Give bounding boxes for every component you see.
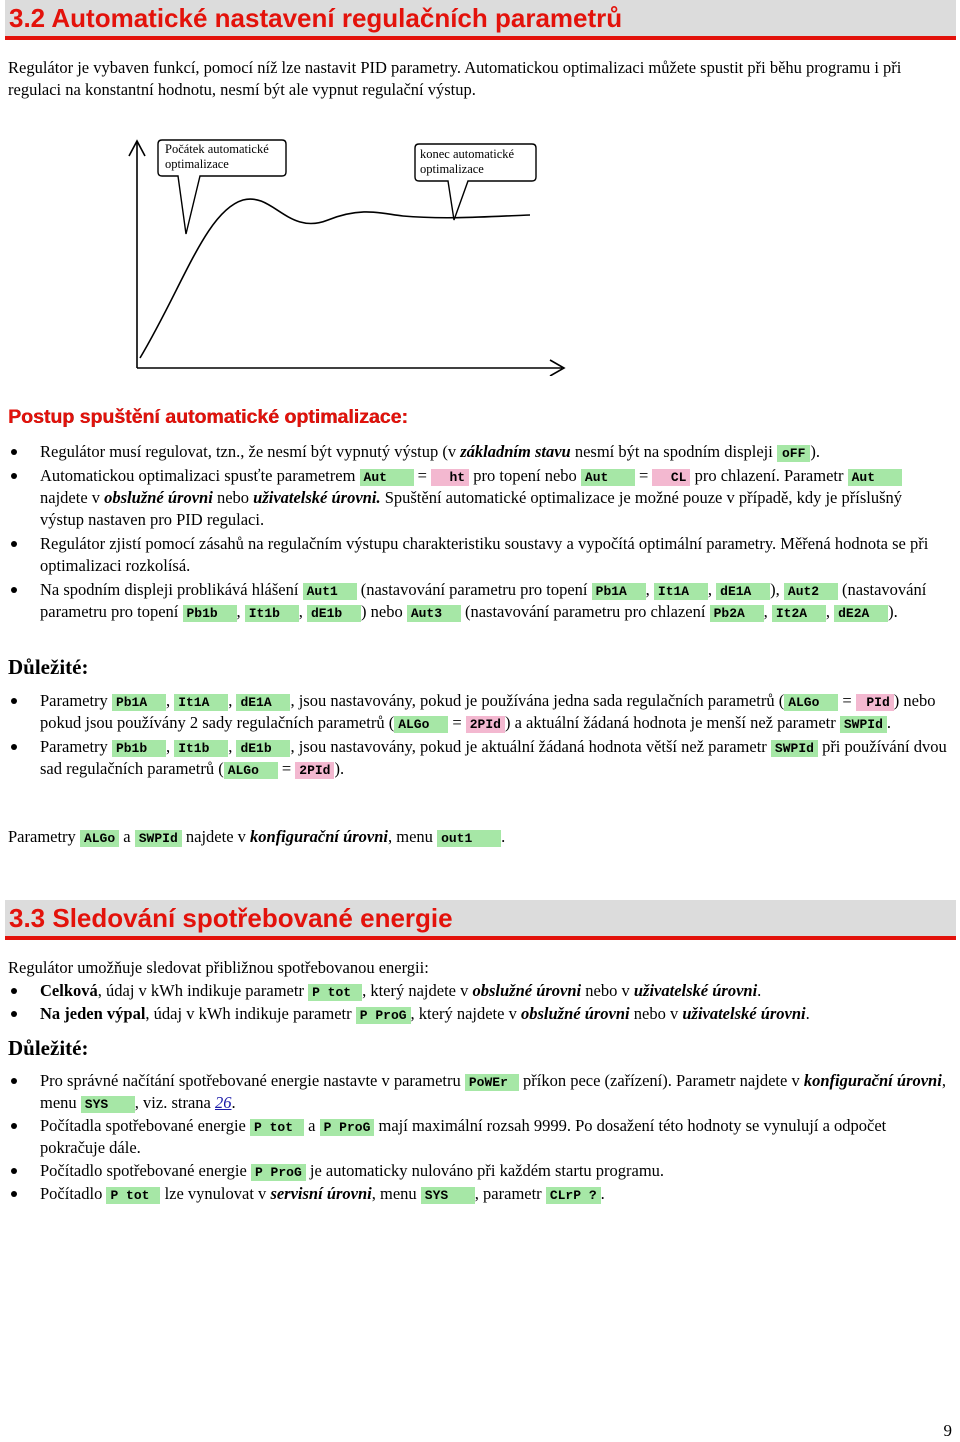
param-code: Aut3: [407, 605, 461, 622]
intro-paragraph: Regulátor je vybaven funkcí, pomocí níž lze nastavit PID parametry. Automatickou optimalizaci můžete spustit při běhu programu i při regulaci na konstantní hodnotu, nesmí být ale vypnut regulační výstup.: [8, 58, 902, 99]
param-value: ht: [431, 469, 469, 486]
param-code: dE1b: [307, 605, 361, 622]
param-code: SYS: [421, 1187, 475, 1204]
list-item: Počítadla spotřebované energie P tot a P ProG mají maximální rozsah 9999. Po dosažení této hodnoty se vynulují a odpočet pokračuje dále.: [0, 1115, 950, 1159]
optimization-diagram: [128, 136, 573, 376]
param-code: oFF: [777, 445, 810, 462]
param-code: It1A: [654, 583, 708, 600]
list-item: Pro správné načítání spotřebované energie nastavte v parametru PoWEr příkon pece (zařízení). Parametr najdete v konfigurační úrovni, menu SYS , viz. strana 26.: [0, 1070, 950, 1114]
param-code: It1b: [245, 605, 299, 622]
param-code: ALGo: [784, 694, 838, 711]
param-code: SWPId: [771, 740, 818, 757]
param-code: P tot: [106, 1187, 160, 1204]
callout-end-line1: konec automatické: [420, 147, 515, 161]
param-code: P ProG: [251, 1164, 306, 1181]
important-heading-2: Důležité:: [8, 1036, 89, 1060]
param-code: Pb1b: [183, 605, 237, 622]
param-code: It1A: [174, 694, 228, 711]
param-code: Aut: [360, 469, 414, 486]
list-item: Počítadlo P tot lze vynulovat v servisní úrovni, menu SYS , parametr CLrP ? .: [0, 1183, 950, 1205]
param-value: CL: [652, 469, 690, 486]
param-code: dE2A: [834, 605, 888, 622]
important-list-2: [0, 1070, 950, 1205]
callout-start-line2: optimalizace: [165, 157, 229, 171]
list-item: Na spodním displeji problikává hlášení Aut1 (nastavování parametru pro topení Pb1A , It1A , dE1A ), Aut2 (nastavování parametru pro topení Pb1b , It1b , dE1b ) nebo Aut3 (nastavování parametru pro chlazení Pb2A , It2A , dE2A ).: [0, 579, 950, 623]
param-code: dE1A: [236, 694, 290, 711]
list-item: Parametry Pb1A , It1A , dE1A , jsou nastavovány, pokud je používána jedna sada regulačních parametrů ( ALGo = PId ) nebo pokud jsou používány 2 sady regulačních parametrů ( ALGo = 2PId ) a aktuální žádaná hodnota je menší než parametr SWPId .: [0, 690, 950, 734]
param-code: out1: [437, 830, 501, 847]
callout-start: [158, 140, 286, 234]
param-code: Pb2A: [710, 605, 764, 622]
param-code: Aut: [581, 469, 635, 486]
param-code: dE1A: [716, 583, 770, 600]
page-link[interactable]: 26: [214, 1093, 232, 1112]
param-code: ALGo: [224, 762, 278, 779]
param-code: SWPId: [840, 716, 887, 733]
param-code: dE1b: [236, 740, 290, 757]
param-code: Pb1A: [592, 583, 646, 600]
list-item: Počítadlo spotřebované energie P ProG je automaticky nulováno při každém startu programu.: [0, 1160, 950, 1182]
param-value: 2PId: [466, 716, 505, 733]
param-code: Aut1: [303, 583, 357, 600]
response-curve: [140, 199, 530, 358]
param-value: 2PId: [295, 762, 334, 779]
section-heading-3-3: 3.3 Sledování spotřebované energie: [5, 900, 956, 940]
list-item: Na jeden výpal, údaj v kWh indikuje parametr P ProG , který najdete v obslužné úrovni nebo v uživatelské úrovni.: [0, 1003, 950, 1025]
param-code: PoWEr: [465, 1074, 519, 1091]
param-code: SWPId: [135, 830, 182, 847]
param-code: Pb1b: [112, 740, 166, 757]
param-code: Aut: [848, 469, 902, 486]
param-code: CLrP ?: [546, 1187, 601, 1204]
list-item: Parametry Pb1b , It1b , dE1b , jsou nastavovány, pokud je aktuální žádaná hodnota větší než parametr SWPId při používání dvou sad regulačních parametrů ( ALGo = 2PId ).: [0, 736, 950, 780]
list-item: Regulátor musí regulovat, tzn., že nesmí být vypnutý výstup (v základním stavu nesmí být na spodním displeji oFF ).: [0, 441, 950, 463]
important-heading-1: Důležité:: [8, 655, 89, 679]
callout-start-line1: Počátek automatické: [165, 142, 269, 156]
energy-intro: Regulátor umožňuje sledovat přibližnou spotřebovanou energii:: [8, 958, 429, 977]
callout-end-line2: optimalizace: [420, 162, 484, 176]
param-code: ALGo: [394, 716, 448, 733]
important-list-1: [0, 690, 950, 780]
energy-list: [0, 980, 950, 1025]
param-code: P ProG: [320, 1119, 375, 1136]
param-code: P ProG: [356, 1007, 411, 1024]
list-item: Automatickou optimalizaci spusťte parametrem Aut = ht pro topení nebo Aut = CL pro chlazení. Parametr Aut najdete v obslužné úrovni nebo uživatelské úrovni. Spuštění automatické optimalizace je možné pouze v případě, kdy je příslušný výstup nastaven pro PID regulaci.: [0, 465, 950, 531]
list-item: Celková, údaj v kWh indikuje parametr P tot , který najdete v obslužné úrovni nebo v uživatelské úrovni.: [0, 980, 950, 1002]
params-location-line: Parametry ALGo a SWPId najdete v konfigurační úrovni, menu out1 .: [8, 827, 506, 846]
param-value: PId: [856, 694, 894, 711]
procedure-list: [0, 441, 950, 623]
param-code: P tot: [250, 1119, 304, 1136]
param-code: It2A: [772, 605, 826, 622]
param-code: SYS: [81, 1096, 135, 1113]
param-code: It1b: [174, 740, 228, 757]
procedure-heading: Postup spuštění automatické optimalizace:: [8, 406, 408, 428]
param-code: Aut2: [784, 583, 838, 600]
param-code: Pb1A: [112, 694, 166, 711]
section-heading-3-2: 3.2 Automatické nastavení regulačních parametrů: [5, 0, 956, 40]
list-item: Regulátor zjistí pomocí zásahů na regulačním výstupu charakteristiku soustavy a vypočítá optimální parametry. Měřená hodnota se při optimalizaci rozkolísá.: [0, 533, 950, 577]
callout-end: [415, 144, 536, 220]
page-number: 9: [943, 1421, 952, 1440]
param-code: ALGo: [80, 830, 119, 847]
param-code: P tot: [308, 984, 362, 1001]
